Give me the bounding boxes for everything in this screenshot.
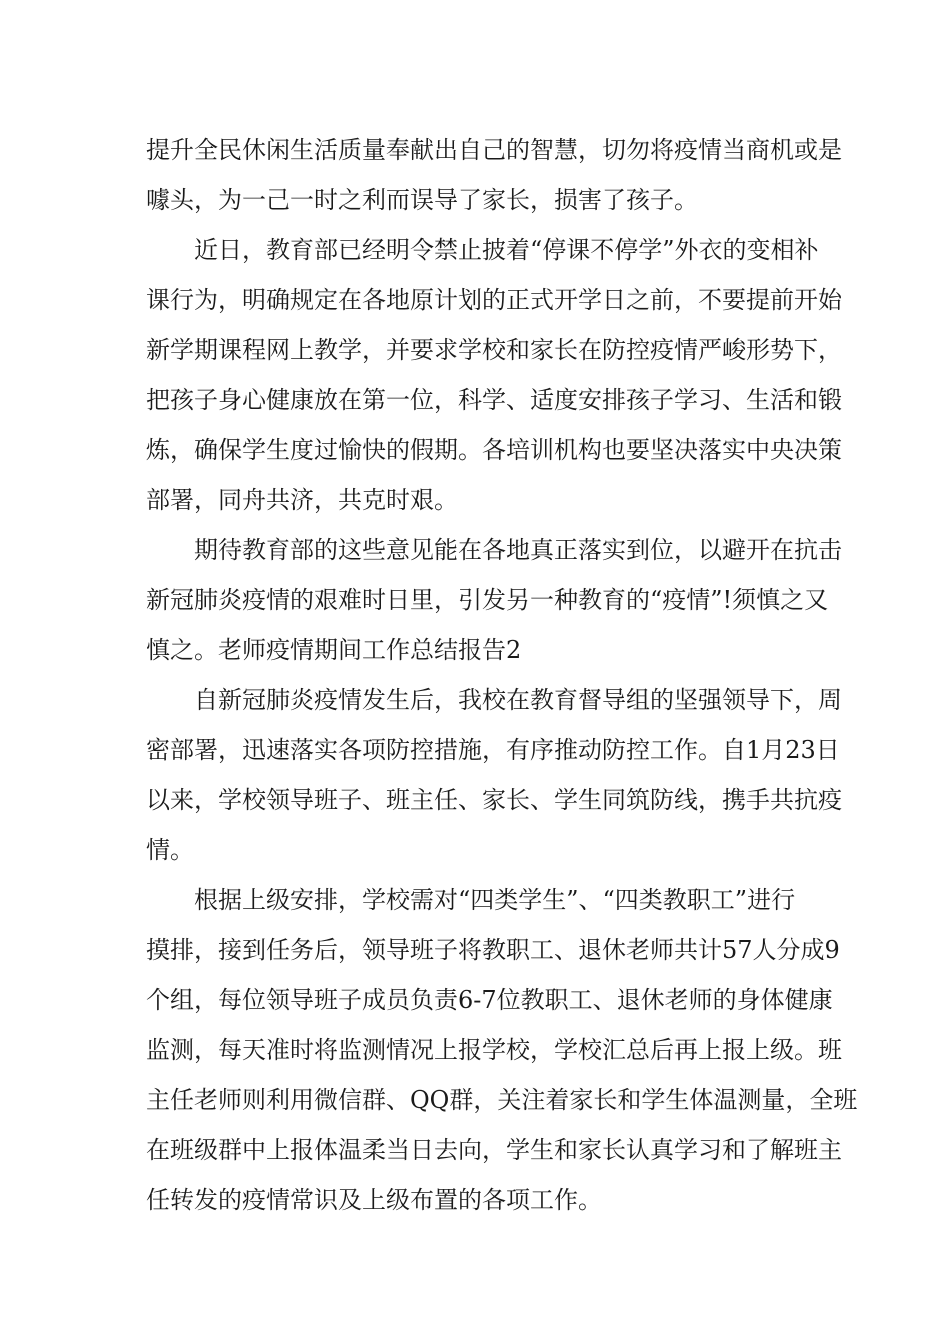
text-line: 部署，同舟共济，共克时艰。 (146, 486, 458, 514)
text-line: 在班级群中上报体温柔当日去向，学生和家长认真学习和了解班主 (146, 1136, 842, 1164)
text-line: 主任老师则利用微信群、QQ群，关注着家长和学生体温测量，全班 (146, 1086, 858, 1114)
text-line: 个组，每位领导班子成员负责6-7位教职工、退休老师的身体健康 (146, 986, 833, 1014)
text-line: 情。 (146, 836, 194, 864)
paragraph-start-line: 自新冠肺炎疫情发生后，我校在教育督导组的坚强领导下，周 (194, 686, 842, 714)
text-line: 密部署，迅速落实各项防控措施，有序推动防控工作。自1月23日 (146, 736, 840, 764)
text-line: 噱头，为一己一时之利而误导了家长，损害了孩子。 (146, 186, 698, 214)
text-line: 摸排，接到任务后，领导班子将教职工、退休老师共计57人分成9 (146, 936, 840, 964)
text-line-with-heading: 慎之。老师疫情期间工作总结报告2 (146, 636, 522, 664)
paragraph-start-line: 根据上级安排，学校需对“四类学生”、“四类教职工”进行 (194, 886, 796, 914)
text-line: 炼，确保学生度过愉快的假期。各培训机构也要坚决落实中央决策 (146, 436, 842, 464)
text-line: 把孩子身心健康放在第一位，科学、适度安排孩子学习、生活和锻 (146, 386, 842, 414)
text-line: 课行为，明确规定在各地原计划的正式开学日之前，不要提前开始 (146, 286, 842, 314)
paragraph-start-line: 近日，教育部已经明令禁止披着“停课不停学”外衣的变相补 (194, 236, 819, 264)
text-line: 任转发的疫情常识及上级布置的各项工作。 (146, 1186, 602, 1214)
text-line: 以来，学校领导班子、班主任、家长、学生同筑防线，携手共抗疫 (146, 786, 842, 814)
text-line: 提升全民休闲生活质量奉献出自己的智慧，切勿将疫情当商机或是 (146, 136, 842, 164)
text-line: 监测，每天准时将监测情况上报学校，学校汇总后再上报上级。班 (146, 1036, 842, 1064)
text-line: 新学期课程网上教学，并要求学校和家长在防控疫情严峻形势下， (146, 336, 842, 364)
paragraph-start-line: 期待教育部的这些意见能在各地真正落实到位，以避开在抗击 (194, 536, 842, 564)
text-line: 新冠肺炎疫情的艰难时日里，引发另一种教育的“疫情”!须慎之又 (146, 586, 829, 614)
